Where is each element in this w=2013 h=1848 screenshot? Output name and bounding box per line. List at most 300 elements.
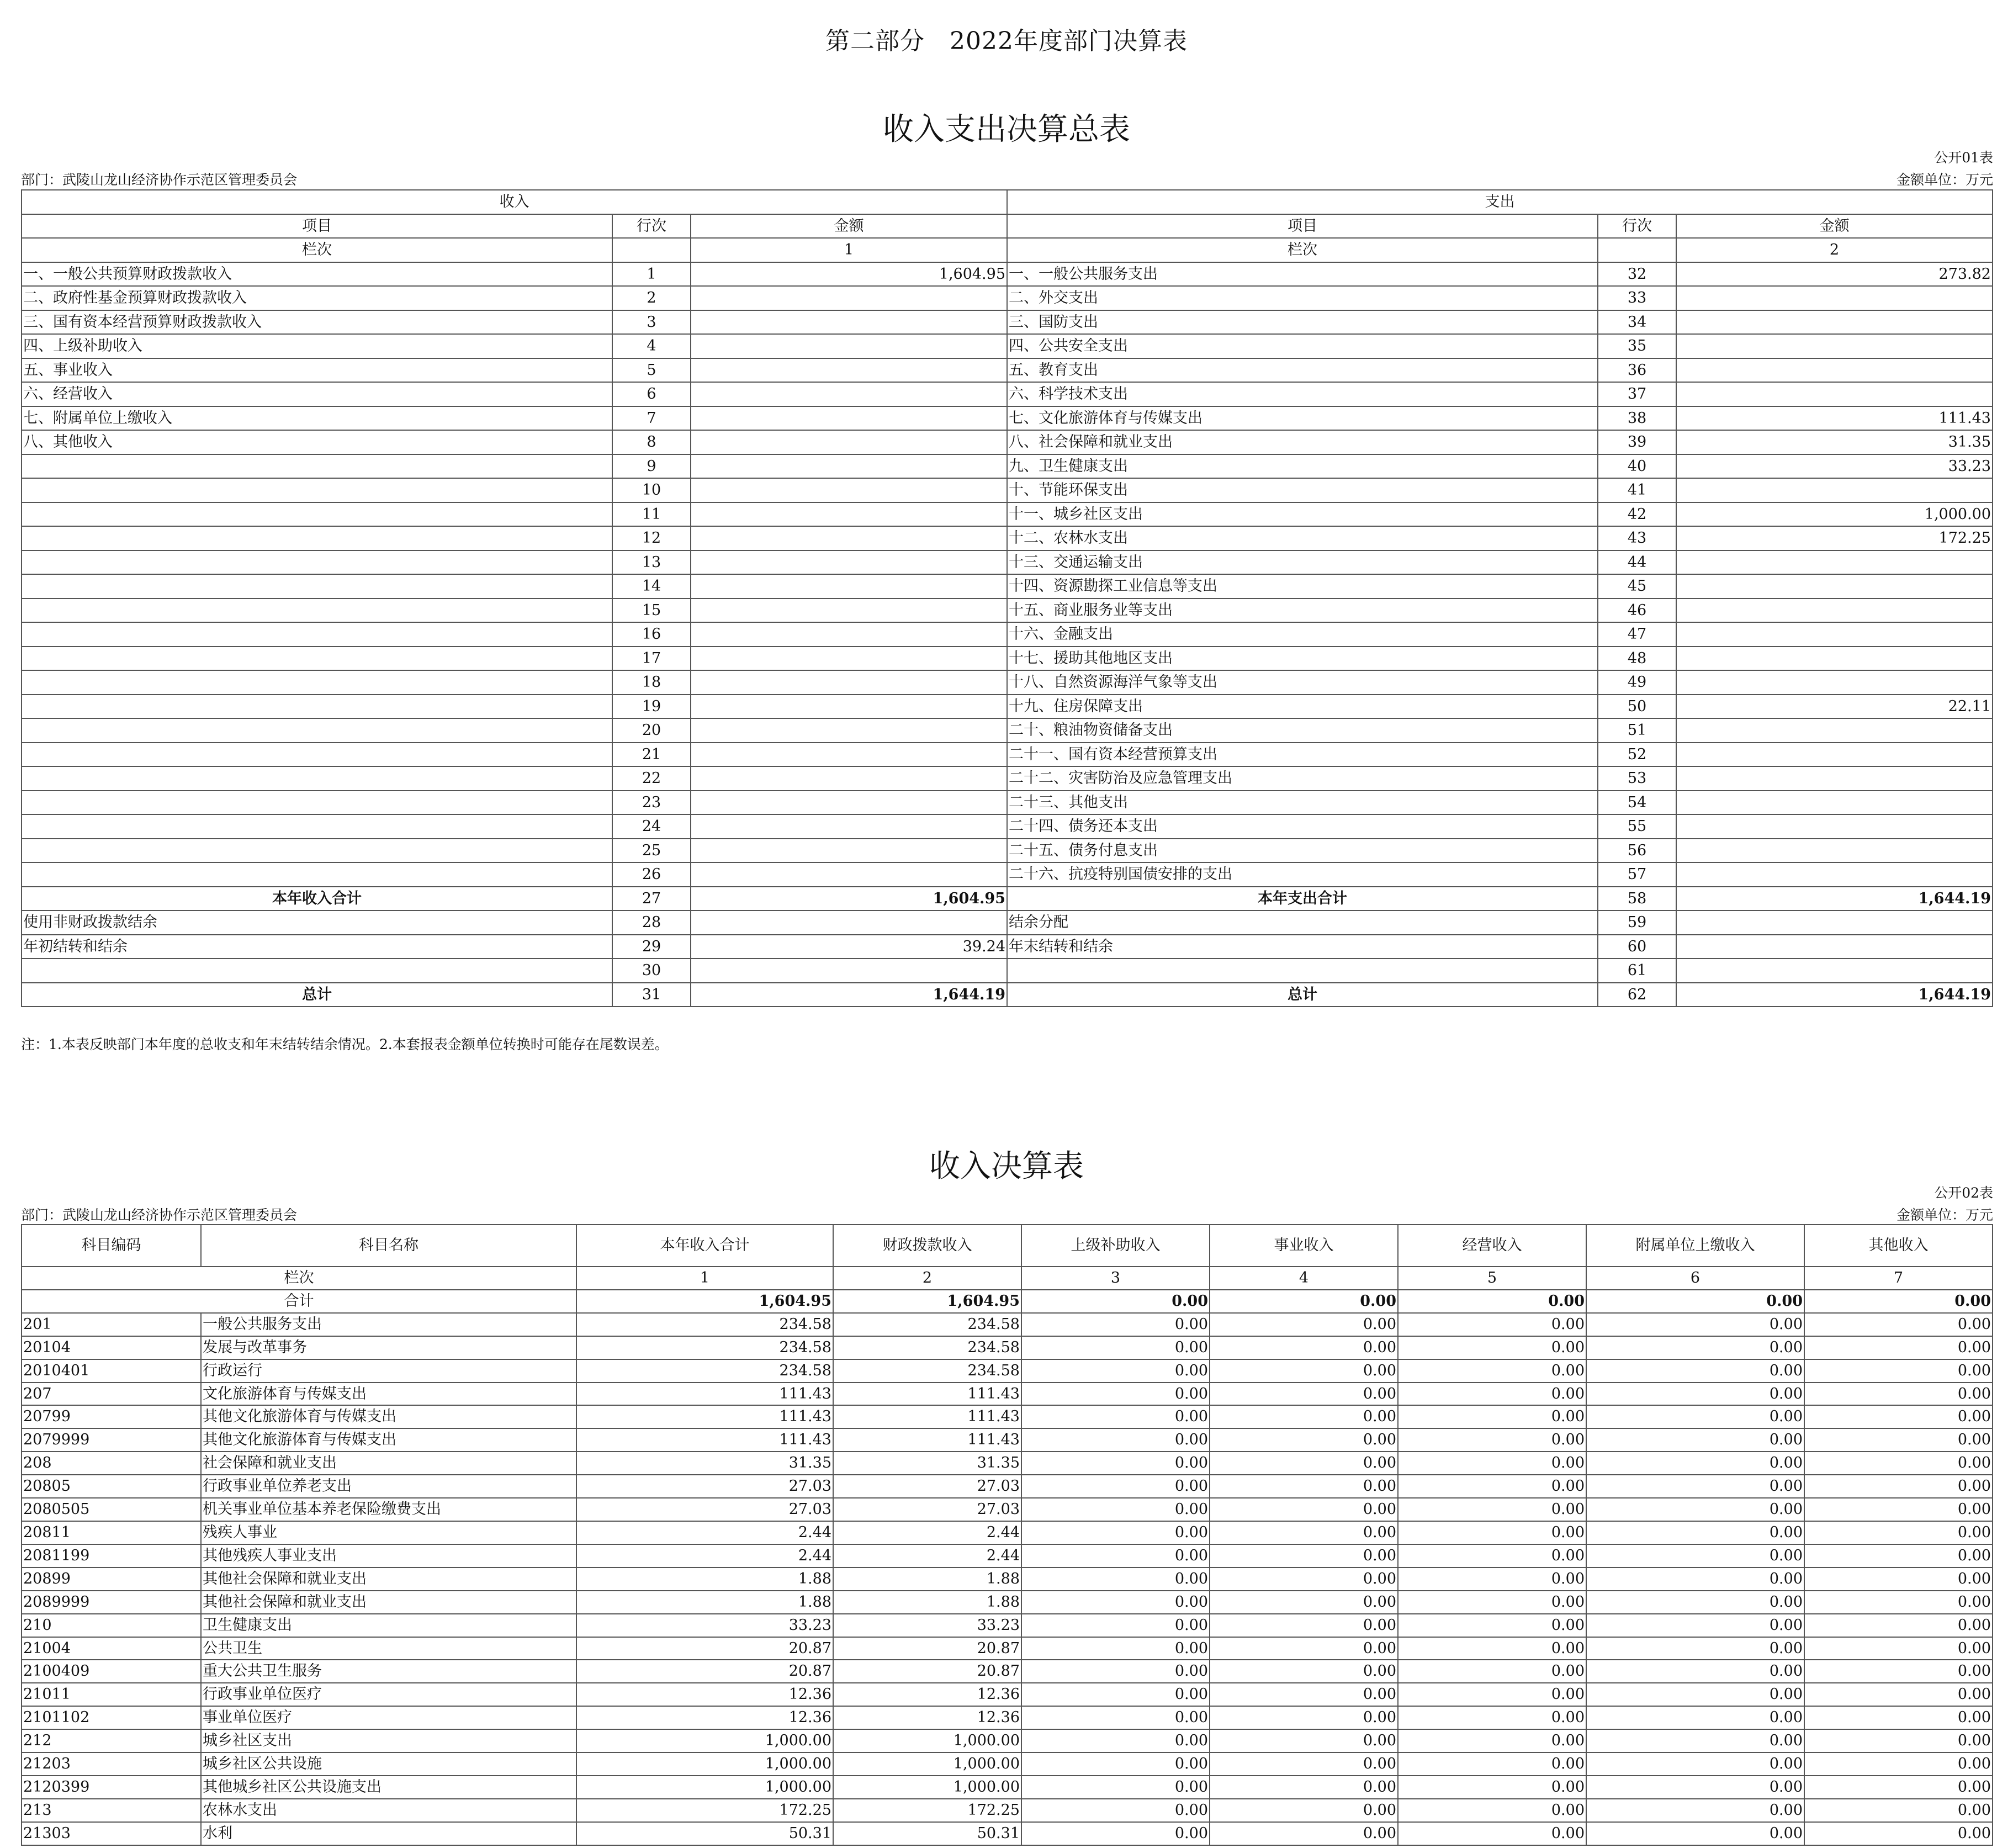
expense-amount-cell: [1676, 910, 1993, 935]
subject-name-cell: 其他文化旅游体育与传媒支出: [201, 1428, 576, 1452]
expense-amount-cell: [1676, 839, 1993, 863]
amount-cell: 0.00: [1398, 1776, 1586, 1799]
summary-row: [22, 526, 1993, 550]
summary-row: [22, 766, 1993, 791]
amount-cell: 0.00: [1210, 1475, 1398, 1498]
income-row: [22, 1336, 1993, 1359]
index-cell: 3: [1021, 1267, 1210, 1290]
income-amount-cell: 1,644.19: [691, 983, 1007, 1007]
summary-row: [22, 862, 1993, 887]
expense-line-cell: 45: [1598, 574, 1676, 599]
income-line-cell: 9: [612, 454, 691, 479]
amount-cell: 0.00: [1210, 1614, 1398, 1637]
income-amount-cell: [691, 286, 1007, 310]
expense-amount-cell: [1676, 310, 1993, 335]
amount-cell: 1.88: [576, 1568, 833, 1591]
amount-cell: 0.00: [1398, 1568, 1586, 1591]
income-row: [22, 1405, 1993, 1428]
expense-line-cell: 43: [1598, 526, 1676, 550]
subject-code-cell: 2010401: [22, 1359, 201, 1383]
income-amount-cell: [691, 310, 1007, 335]
amount-cell: 12.36: [576, 1683, 833, 1706]
expense-item-cell: 二、外交支出: [1007, 286, 1598, 310]
income-amount-cell: [691, 526, 1007, 550]
amount-cell: 0.00: [1398, 1614, 1586, 1637]
income-table: [21, 1224, 1993, 1846]
income-line-cell: 1: [612, 262, 691, 287]
amount-cell: 0.00: [1021, 1452, 1210, 1475]
income-line-cell: 31: [612, 983, 691, 1007]
amount-cell: 111.43: [576, 1428, 833, 1452]
income-item-cell: 七、附属单位上缴收入: [22, 406, 612, 431]
amount-cell: 0.00: [1021, 1591, 1210, 1614]
expense-index-label: 栏次: [1007, 238, 1598, 262]
amount-cell: 0.00: [1210, 1591, 1398, 1614]
amount-cell: 0.00: [1804, 1544, 1993, 1568]
income-line-cell: 7: [612, 406, 691, 431]
income-item-cell: [22, 599, 612, 623]
summary-row: [22, 622, 1993, 647]
amount-cell: 0.00: [1586, 1568, 1804, 1591]
summary-index-row: [22, 238, 1993, 262]
amount-cell: 0.00: [1804, 1799, 1993, 1822]
amount-cell: 0.00: [1021, 1405, 1210, 1428]
summary-row: [22, 310, 1993, 335]
expense-line-cell: 35: [1598, 334, 1676, 358]
expense-item-cell: 十八、自然资源海洋气象等支出: [1007, 670, 1598, 695]
amount-cell: 1,000.00: [576, 1776, 833, 1799]
income-line-cell: 8: [612, 430, 691, 454]
amount-cell: 0.00: [1398, 1660, 1586, 1683]
income-line-cell: 11: [612, 502, 691, 527]
amount-cell: 0.00: [1804, 1475, 1993, 1498]
expense-line-cell: 48: [1598, 647, 1676, 671]
amount-cell: 31.35: [576, 1452, 833, 1475]
income-item-cell: [22, 766, 612, 791]
expense-line-cell: 42: [1598, 502, 1676, 527]
amount-cell: 0.00: [1398, 1706, 1586, 1729]
subject-name-cell: 城乡社区支出: [201, 1729, 576, 1752]
col-business-income: 事业收入: [1210, 1225, 1398, 1267]
expense-line-cell: 60: [1598, 935, 1676, 959]
subject-code-cell: 20805: [22, 1475, 201, 1498]
amount-cell: 12.36: [833, 1683, 1021, 1706]
expense-line-cell: 33: [1598, 286, 1676, 310]
income-table-unit: 金额单位：万元: [1896, 1207, 1993, 1223]
expense-amount-cell: 1,644.19: [1676, 887, 1993, 911]
expense-amount-cell: [1676, 647, 1993, 671]
amount-cell: 0.00: [1210, 1313, 1398, 1336]
expense-amount-cell: [1676, 334, 1993, 358]
expense-amount-cell: 273.82: [1676, 262, 1993, 287]
col-subject-name: 科目名称: [201, 1225, 576, 1267]
amount-cell: 0.00: [1210, 1752, 1398, 1776]
amount-cell: 0.00: [1210, 1706, 1398, 1729]
income-index-label: 栏次: [22, 1267, 576, 1290]
amount-cell: 111.43: [833, 1428, 1021, 1452]
subject-code-cell: 213: [22, 1799, 201, 1822]
amount-cell: 1,000.00: [833, 1752, 1021, 1776]
amount-cell: 0.00: [1586, 1475, 1804, 1498]
income-item-cell: 六、经营收入: [22, 382, 612, 406]
amount-cell: 0.00: [1586, 1752, 1804, 1776]
amount-cell: 0.00: [1586, 1683, 1804, 1706]
amount-cell: 0.00: [1586, 1383, 1804, 1406]
amount-cell: 0.00: [1804, 1776, 1993, 1799]
income-amount-cell: [691, 382, 1007, 406]
amount-cell: 0.00: [1021, 1683, 1210, 1706]
amount-cell: 0.00: [1398, 1752, 1586, 1776]
total-label: 合计: [22, 1290, 576, 1313]
expense-item-cell: 结余分配: [1007, 910, 1598, 935]
amount-cell: 0.00: [1586, 1428, 1804, 1452]
expense-line-cell: 37: [1598, 382, 1676, 406]
income-amount-cell: [691, 959, 1007, 983]
amount-cell: 33.23: [833, 1614, 1021, 1637]
amount-cell: 0.00: [1210, 1452, 1398, 1475]
expense-item-header: 项目: [1007, 214, 1598, 239]
col-fiscal-allocation: 财政拨款收入: [833, 1225, 1021, 1267]
total-cell: 1,604.95: [576, 1290, 833, 1313]
income-line-cell: 25: [612, 839, 691, 863]
expense-line-header: 行次: [1598, 214, 1676, 239]
income-item-cell: [22, 574, 612, 599]
income-row: [22, 1313, 1993, 1336]
subject-code-cell: 2089999: [22, 1591, 201, 1614]
expense-item-cell: 三、国防支出: [1007, 310, 1598, 335]
income-item-cell: [22, 478, 612, 502]
total-cell: 0.00: [1398, 1290, 1586, 1313]
income-line-cell: 16: [612, 622, 691, 647]
amount-cell: 0.00: [1398, 1336, 1586, 1359]
amount-cell: 0.00: [1021, 1799, 1210, 1822]
income-line-cell: 30: [612, 959, 691, 983]
subject-name-cell: 其他社会保障和就业支出: [201, 1568, 576, 1591]
col-other-income: 其他收入: [1804, 1225, 1993, 1267]
income-item-cell: [22, 791, 612, 815]
summary-row: [22, 454, 1993, 479]
income-row: [22, 1637, 1993, 1660]
amount-cell: 0.00: [1586, 1405, 1804, 1428]
summary-column-row: [22, 214, 1993, 239]
amount-cell: 0.00: [1210, 1683, 1398, 1706]
amount-cell: 0.00: [1398, 1405, 1586, 1428]
amount-cell: 0.00: [1210, 1383, 1398, 1406]
expense-index-blank: [1598, 238, 1676, 262]
expense-line-cell: 32: [1598, 262, 1676, 287]
subject-code-cell: 2080505: [22, 1498, 201, 1521]
income-line-cell: 23: [612, 791, 691, 815]
expense-item-cell: 十三、交通运输支出: [1007, 550, 1598, 575]
amount-cell: 0.00: [1804, 1706, 1993, 1729]
amount-cell: 27.03: [576, 1498, 833, 1521]
income-item-cell: [22, 862, 612, 887]
amount-cell: 0.00: [1398, 1729, 1586, 1752]
amount-cell: 0.00: [1021, 1660, 1210, 1683]
total-cell: 0.00: [1586, 1290, 1804, 1313]
expense-amount-cell: [1676, 622, 1993, 647]
income-amount-cell: [691, 550, 1007, 575]
expense-item-cell: 六、科学技术支出: [1007, 382, 1598, 406]
expense-item-cell: 十九、住房保障支出: [1007, 695, 1598, 719]
subject-name-cell: 卫生健康支出: [201, 1614, 576, 1637]
amount-cell: 0.00: [1804, 1498, 1993, 1521]
amount-cell: 0.00: [1021, 1475, 1210, 1498]
income-row: [22, 1822, 1993, 1845]
income-row: [22, 1568, 1993, 1591]
expense-amount-cell: [1676, 935, 1993, 959]
income-line-cell: 26: [612, 862, 691, 887]
total-cell: 1,604.95: [833, 1290, 1021, 1313]
expense-amount-cell: 1,644.19: [1676, 983, 1993, 1007]
income-item-cell: [22, 622, 612, 647]
amount-cell: 0.00: [1398, 1498, 1586, 1521]
total-cell: 0.00: [1210, 1290, 1398, 1313]
amount-cell: 234.58: [833, 1336, 1021, 1359]
income-item-cell: [22, 550, 612, 575]
subject-name-cell: 水利: [201, 1822, 576, 1845]
index-cell: 7: [1804, 1267, 1993, 1290]
summary-table-title: 收入支出决算总表: [883, 112, 1130, 147]
subject-code-cell: 207: [22, 1383, 201, 1406]
amount-cell: 1,000.00: [576, 1729, 833, 1752]
amount-cell: 111.43: [833, 1383, 1021, 1406]
expense-amount-cell: [1676, 478, 1993, 502]
amount-cell: 0.00: [1021, 1383, 1210, 1406]
amount-cell: 0.00: [1398, 1359, 1586, 1383]
subject-code-cell: 20104: [22, 1336, 201, 1359]
expense-item-cell: 十、节能环保支出: [1007, 478, 1598, 502]
income-item-cell: [22, 743, 612, 767]
income-index-blank: [612, 238, 691, 262]
amount-cell: 0.00: [1804, 1383, 1993, 1406]
amount-cell: 0.00: [1804, 1637, 1993, 1660]
amount-cell: 234.58: [833, 1359, 1021, 1383]
summary-table-unit: 金额单位：万元: [1896, 172, 1993, 188]
amount-cell: 234.58: [576, 1336, 833, 1359]
income-row: [22, 1475, 1993, 1498]
expense-item-cell: 本年支出合计: [1007, 887, 1598, 911]
subject-code-cell: 2101102: [22, 1706, 201, 1729]
income-row: [22, 1521, 1993, 1544]
income-item-cell: [22, 839, 612, 863]
income-item-cell: [22, 526, 612, 550]
expense-item-cell: 十七、援助其他地区支出: [1007, 647, 1598, 671]
income-index-value: 1: [691, 238, 1007, 262]
expense-line-cell: 61: [1598, 959, 1676, 983]
amount-cell: 234.58: [833, 1313, 1021, 1336]
col-affiliated-units: 附属单位上缴收入: [1586, 1225, 1804, 1267]
subject-name-cell: 行政运行: [201, 1359, 576, 1383]
amount-cell: 0.00: [1398, 1452, 1586, 1475]
amount-cell: 0.00: [1398, 1521, 1586, 1544]
amount-cell: 0.00: [1804, 1591, 1993, 1614]
amount-cell: 0.00: [1804, 1405, 1993, 1428]
income-row: [22, 1359, 1993, 1383]
subject-name-cell: 行政事业单位医疗: [201, 1683, 576, 1706]
subject-name-cell: 事业单位医疗: [201, 1706, 576, 1729]
subject-name-cell: 社会保障和就业支出: [201, 1452, 576, 1475]
amount-cell: 31.35: [833, 1452, 1021, 1475]
amount-cell: 0.00: [1804, 1568, 1993, 1591]
amount-cell: 0.00: [1021, 1729, 1210, 1752]
income-line-cell: 10: [612, 478, 691, 502]
subject-name-cell: 行政事业单位养老支出: [201, 1475, 576, 1498]
expense-item-cell: 二十、粮油物资储备支出: [1007, 718, 1598, 743]
summary-row: [22, 334, 1993, 358]
expense-line-cell: 38: [1598, 406, 1676, 431]
income-line-cell: 20: [612, 718, 691, 743]
amount-cell: 0.00: [1021, 1428, 1210, 1452]
amount-cell: 0.00: [1021, 1614, 1210, 1637]
amount-cell: 0.00: [1210, 1568, 1398, 1591]
expense-line-cell: 50: [1598, 695, 1676, 719]
expense-item-cell: 四、公共安全支出: [1007, 334, 1598, 358]
col-total-income: 本年收入合计: [576, 1225, 833, 1267]
expense-line-cell: 44: [1598, 550, 1676, 575]
expense-item-cell: 七、文化旅游体育与传媒支出: [1007, 406, 1598, 431]
expense-amount-cell: 172.25: [1676, 526, 1993, 550]
amount-cell: 0.00: [1586, 1776, 1804, 1799]
summary-row: [22, 502, 1993, 527]
total-cell: 0.00: [1021, 1290, 1210, 1313]
amount-cell: 0.00: [1586, 1822, 1804, 1845]
amount-cell: 0.00: [1586, 1544, 1804, 1568]
income-row: [22, 1498, 1993, 1521]
income-table-department: 部门：武陵山龙山经济协作示范区管理委员会: [21, 1207, 298, 1223]
income-item-cell: 四、上级补助收入: [22, 334, 612, 358]
subject-code-cell: 20799: [22, 1405, 201, 1428]
income-amount-cell: [691, 766, 1007, 791]
amount-cell: 20.87: [833, 1637, 1021, 1660]
part-title: 第二部分 2022年度部门决算表: [825, 27, 1188, 55]
amount-cell: 0.00: [1021, 1336, 1210, 1359]
subject-name-cell: 发展与改革事务: [201, 1336, 576, 1359]
income-line-cell: 21: [612, 743, 691, 767]
amount-cell: 2.44: [833, 1521, 1021, 1544]
subject-code-cell: 20899: [22, 1568, 201, 1591]
income-amount-cell: [691, 814, 1007, 839]
amount-cell: 111.43: [576, 1383, 833, 1406]
income-row: [22, 1752, 1993, 1776]
amount-cell: 0.00: [1398, 1313, 1586, 1336]
income-amount-cell: [691, 862, 1007, 887]
expense-item-cell: 一、一般公共服务支出: [1007, 262, 1598, 287]
amount-cell: 0.00: [1586, 1336, 1804, 1359]
amount-cell: 27.03: [833, 1498, 1021, 1521]
amount-cell: 0.00: [1586, 1706, 1804, 1729]
income-item-cell: 本年收入合计: [22, 887, 612, 911]
income-amount-cell: 1,604.95: [691, 262, 1007, 287]
summary-row: [22, 695, 1993, 719]
income-item-cell: 年初结转和结余: [22, 935, 612, 959]
amount-cell: 0.00: [1021, 1752, 1210, 1776]
expense-line-cell: 59: [1598, 910, 1676, 935]
subject-code-cell: 2081199: [22, 1544, 201, 1568]
amount-cell: 0.00: [1586, 1729, 1804, 1752]
income-line-cell: 3: [612, 310, 691, 335]
amount-cell: 0.00: [1210, 1776, 1398, 1799]
income-line-cell: 19: [612, 695, 691, 719]
summary-row: [22, 286, 1993, 310]
income-item-cell: [22, 695, 612, 719]
summary-table-code: 公开01表: [1934, 150, 1993, 166]
income-item-cell: [22, 647, 612, 671]
summary-table-note: 注：1.本表反映部门本年度的总收支和年末结转结余情况。2.本套报表金额单位转换时可能存在尾数误差。: [21, 1036, 669, 1052]
expense-line-cell: 40: [1598, 454, 1676, 479]
subject-name-cell: 其他城乡社区公共设施支出: [201, 1776, 576, 1799]
amount-cell: 20.87: [833, 1660, 1021, 1683]
amount-cell: 0.00: [1586, 1498, 1804, 1521]
col-operating-income: 经营收入: [1398, 1225, 1586, 1267]
summary-row: [22, 382, 1993, 406]
income-amount-cell: [691, 791, 1007, 815]
expense-amount-cell: [1676, 382, 1993, 406]
income-line-cell: 4: [612, 334, 691, 358]
amount-cell: 0.00: [1021, 1313, 1210, 1336]
expense-line-cell: 53: [1598, 766, 1676, 791]
amount-cell: 0.00: [1210, 1637, 1398, 1660]
expense-line-cell: 49: [1598, 670, 1676, 695]
income-amount-cell: [691, 334, 1007, 358]
income-item-cell: 一、一般公共预算财政拨款收入: [22, 262, 612, 287]
expense-item-cell: 十二、农林水支出: [1007, 526, 1598, 550]
amount-cell: 0.00: [1804, 1336, 1993, 1359]
amount-cell: 0.00: [1210, 1428, 1398, 1452]
income-amount-cell: [691, 358, 1007, 383]
income-line-cell: 12: [612, 526, 691, 550]
income-line-cell: 27: [612, 887, 691, 911]
summary-row: [22, 550, 1993, 575]
expense-line-cell: 34: [1598, 310, 1676, 335]
amount-cell: 111.43: [833, 1405, 1021, 1428]
amount-cell: 0.00: [1021, 1498, 1210, 1521]
income-line-cell: 15: [612, 599, 691, 623]
income-row: [22, 1729, 1993, 1752]
expense-line-cell: 58: [1598, 887, 1676, 911]
income-line-header: 行次: [612, 214, 691, 239]
income-line-cell: 18: [612, 670, 691, 695]
expense-item-cell: 二十三、其他支出: [1007, 791, 1598, 815]
amount-cell: 2.44: [833, 1544, 1021, 1568]
income-item-cell: [22, 814, 612, 839]
amount-cell: 1.88: [833, 1568, 1021, 1591]
expense-item-cell: [1007, 959, 1598, 983]
income-line-cell: 28: [612, 910, 691, 935]
amount-cell: 0.00: [1398, 1799, 1586, 1822]
subject-code-cell: 212: [22, 1729, 201, 1752]
amount-cell: 20.87: [576, 1660, 833, 1683]
amount-cell: 0.00: [1586, 1452, 1804, 1475]
index-cell: 4: [1210, 1267, 1398, 1290]
subject-name-cell: 文化旅游体育与传媒支出: [201, 1383, 576, 1406]
summary-row: [22, 670, 1993, 695]
income-row: [22, 1776, 1993, 1799]
amount-cell: 0.00: [1021, 1568, 1210, 1591]
amount-cell: 0.00: [1804, 1428, 1993, 1452]
income-item-cell: [22, 718, 612, 743]
expense-amount-cell: 1,000.00: [1676, 502, 1993, 527]
subject-code-cell: 210: [22, 1614, 201, 1637]
income-amount-cell: [691, 670, 1007, 695]
income-amount-cell: [691, 718, 1007, 743]
total-cell: 0.00: [1804, 1290, 1993, 1313]
amount-cell: 12.36: [576, 1706, 833, 1729]
income-amount-cell: [691, 478, 1007, 502]
expense-line-cell: 47: [1598, 622, 1676, 647]
expense-line-cell: 57: [1598, 862, 1676, 887]
summary-row: [22, 814, 1993, 839]
